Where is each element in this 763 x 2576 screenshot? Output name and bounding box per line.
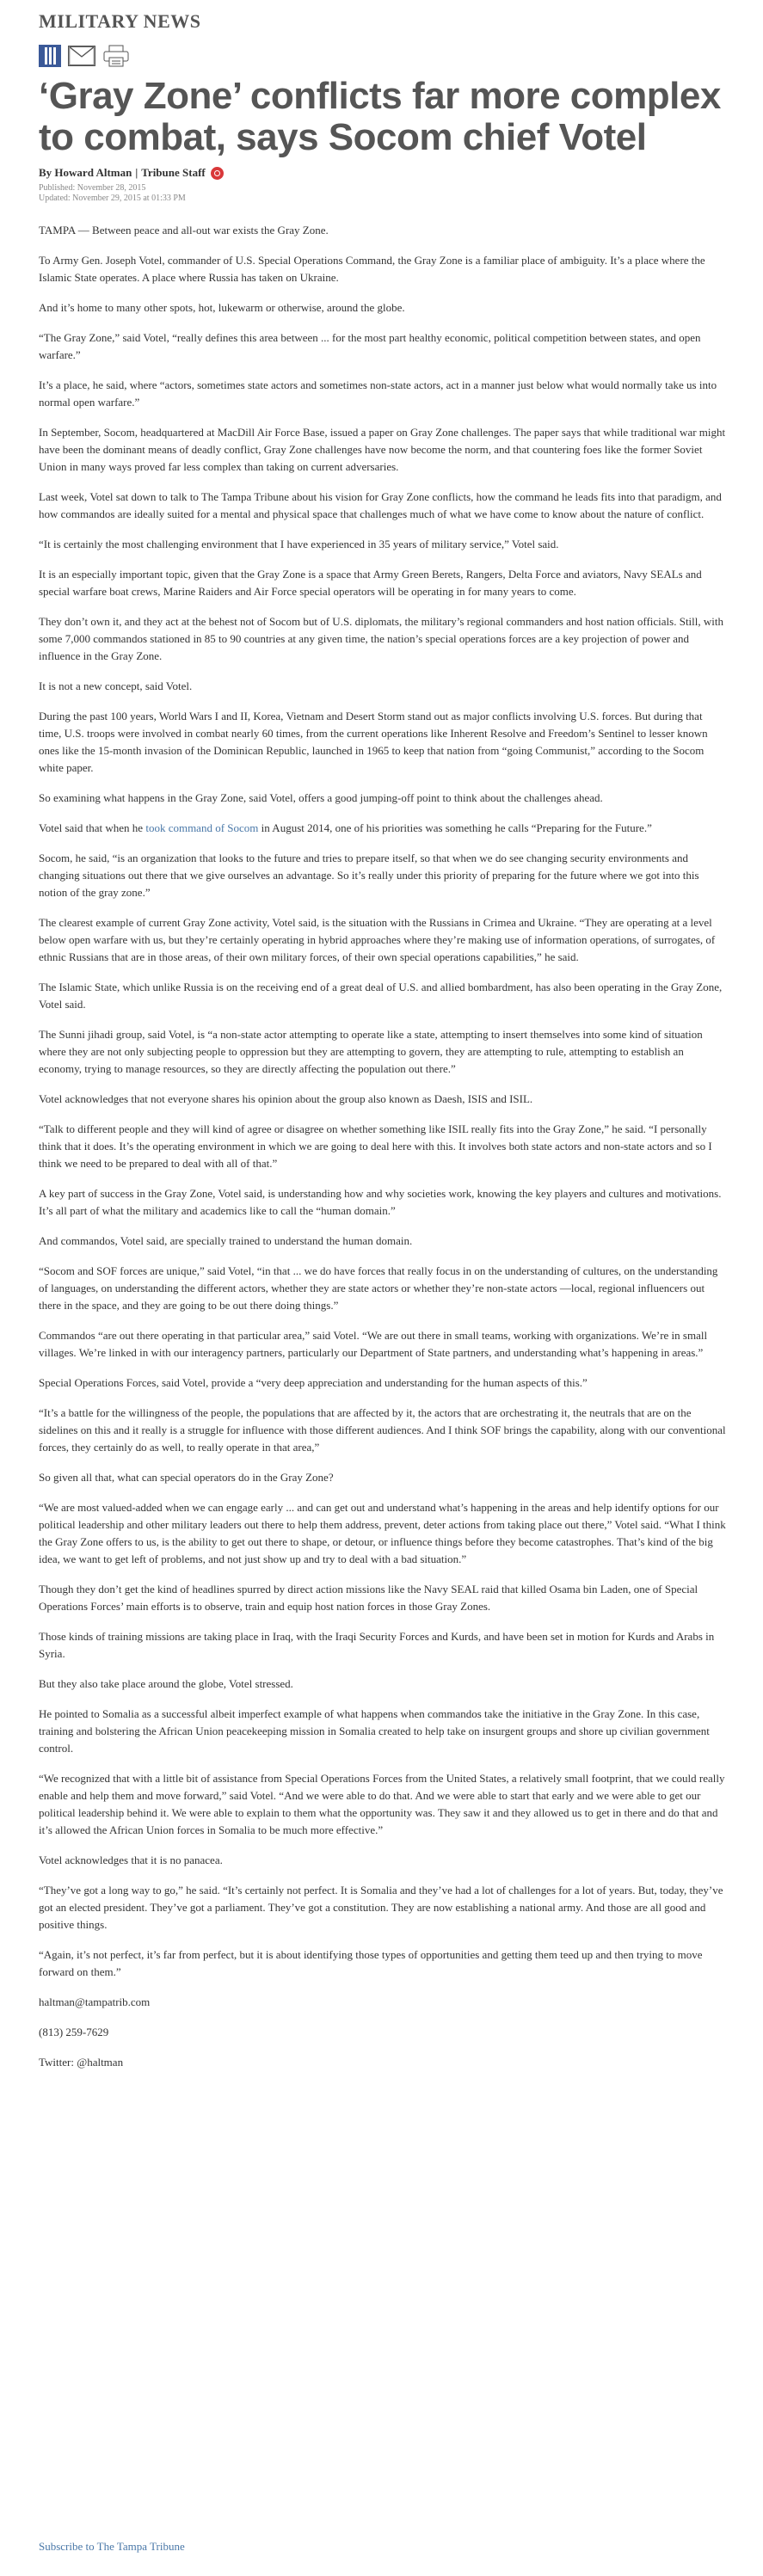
paragraph: Votel acknowledges that not everyone shares his opinion about the group also known as Daesh, ISIS and ISIL. bbox=[39, 1092, 533, 1105]
paragraph: Socom, he said, “is an organization that looks to the future and tries to prepare itself, so that when we do see changing security environments and changing situations out there that we give ourselves an advantage. So it’s really under this priority of preparing for the future where we got into this notion of the gray zone.” bbox=[39, 851, 699, 899]
subscribe-link[interactable]: Subscribe to The Tampa Tribune bbox=[39, 2540, 185, 2553]
paragraph: During the past 100 years, World Wars I and II, Korea, Vietnam and Desert Storm stand out as major conflicts involving U.S. forces. But during that time, U.S. troops were involved in combat nearly 60 times, from the current operations like Inherent Resolve and Freedom’s Sentinel to lesser known ones like the 15-month invasion of the Dominican Republic, launched in 1965 to keep that nation from “going Communist,” according to the Socom white paper. bbox=[39, 710, 708, 774]
paragraph: “Again, it’s not perfect, it’s far from perfect, but it is about identifying those types of opportunities and getting them teed up and then trying to move forward on them.” bbox=[39, 1948, 703, 1978]
paragraph-text: Votel said that when he bbox=[39, 821, 146, 834]
paragraph: They don’t own it, and they act at the behest not of Socom but of U.S. diplomats, the military’s regional commanders and host nation officials. Still, with some 7,000 commandos stationed in 85 to 90 countries at any given time, the nation’s special operations forces are a key projection of power and influence in the Gray Zone. bbox=[39, 615, 724, 662]
byline-author: By Howard Altman bbox=[39, 166, 132, 179]
paragraph: He pointed to Somalia as a successful albeit imperfect example of what happens when commandos take the initiative in the Gray Zone. In this case, training and bolstering the African Union peacekeeping mission in Somalia created to help take on insurgent groups and shore up civilian government control. bbox=[39, 1707, 710, 1755]
paragraph: Last week, Votel sat down to talk to The Tampa Tribune about his vision for Gray Zone conflicts, how the command he leads fits into that paradigm, and how commandos are ideally suited for a mental and physical space that challenges much of what we have come to know about the nature of conflict. bbox=[39, 490, 722, 520]
paragraph: It is not a new concept, said Votel. bbox=[39, 679, 193, 692]
paragraph: And it’s home to many other spots, hot, lukewarm or otherwise, around the globe. bbox=[39, 301, 405, 314]
updated-date: Updated: November 29, 2015 at 01:33 PM bbox=[39, 194, 186, 203]
article-body bbox=[39, 222, 727, 2084]
paragraph: In September, Socom, headquartered at MacDill Air Force Base, issued a paper on Gray Zone challenges. The paper says that while traditional war might have been the dominant means of deadly conflict, Gray Zone challenges have now become the norm, and that countering foes like the former Soviet Union in many ways proved far less complex than taking on current adversaries. bbox=[39, 426, 726, 473]
paragraph: Though they don’t get the kind of headlines spurred by direct action missions like the Navy SEAL raid that killed Osama bin Laden, one of Special Operations Forces’ main efforts is to observe, train and equip host nation forces in those Gray Zones. bbox=[39, 1583, 698, 1613]
contact-phone: (813) 259-7629 bbox=[39, 2026, 109, 2038]
headline: ‘Gray Zone’ conflicts far more complex to combat, says Socom chief Votel bbox=[39, 75, 721, 158]
contact-twitter[interactable]: Twitter: @haltman bbox=[39, 2056, 124, 2069]
paragraph: “They’ve got a long way to go,” he said. “It’s certainly not perfect. It is Somalia and they’ve had a lot of challenges for a lot of years. But, today, they’ve got an elected president. They’ve got a parliament. They’ve got a constitution. They are now establishing a national army. And those are all good and positive things. bbox=[39, 1884, 723, 1931]
paragraph: The Sunni jihadi group, said Votel, is “a non-state actor attempting to operate like a state, attempting to insert themselves into some kind of situation where they are not only subjecting people to oppression but they are attempting to govern, they are attempting to rule, attempting to establish an economy, trying to manage resources, so they are directly affecting the population out there.” bbox=[39, 1028, 703, 1075]
article-dates bbox=[39, 183, 186, 204]
paragraph: “It’s a battle for the willingness of the people, the populations that are affected by it, the actors that are orchestrating it, the neutrals that are on the sidelines on this and it really is a struggle for influence with those different audiences. And I think SOF brings the capability, along with our conventional forces, they certainly do as well, to really operate in that area,” bbox=[39, 1406, 726, 1454]
byline bbox=[39, 166, 224, 180]
section-title: MILITARY NEWS bbox=[39, 10, 201, 32]
paragraph: So examining what happens in the Gray Zone, said Votel, offers a good jumping-off point to think about the challenges ahead. bbox=[39, 791, 603, 804]
paragraph: It is an especially important topic, given that the Gray Zone is a space that Army Green Berets, Rangers, Delta Force and aviators, Navy SEALs and special warfare boat crews, Marine Raiders and Air Force special operators will be operating in for many years to come. bbox=[39, 568, 702, 598]
paragraph: “Talk to different people and they will kind of agree or disagree on whether something like ISIL really fits into the Gray Zone,” he said. “I personally think that it does. It’s the operating environment in which we are going to deal here with this. It involves both state actors and non-state actors and so I think we need to be prepared to deal with all of that.” bbox=[39, 1122, 712, 1170]
byline-outlet: Tribune Staff bbox=[141, 166, 206, 179]
paragraph: The Islamic State, which unlike Russia is on the receiving end of a great deal of U.S. and allied bombardment, has also been operating in the Gray Zone, Votel said. bbox=[39, 981, 723, 1011]
paragraph: The clearest example of current Gray Zone activity, Votel said, is the situation with the Russians in Crimea and Ukraine. “They are operating at a level below open warfare with us, but they’re certainly operating in hybrid approaches where they’re making use of information operations, of surrogates, of ethnic Russians that are in those areas, of their own military forces, of their own special operations capabilities,” he said. bbox=[39, 916, 716, 963]
paragraph: So given all that, what can special operators do in the Gray Zone? bbox=[39, 1471, 334, 1484]
paragraph-with-link bbox=[39, 820, 727, 837]
paragraph: “It is certainly the most challenging environment that I have experienced in 35 years of military service,” Votel said. bbox=[39, 538, 559, 550]
paragraph: Commandos “are out there operating in that particular area,” said Votel. “We are out there in small teams, working with organizations. We’re in small villages. We’re linked in with our interagency partners, particularly our Department of State partners, and understanding what’s happening in areas.” bbox=[39, 1329, 708, 1359]
print-icon[interactable] bbox=[102, 45, 130, 67]
paragraph: Votel acknowledges that it is no panacea. bbox=[39, 1854, 223, 1866]
paragraph: Special Operations Forces, said Votel, provide a “very deep appreciation and understanding for the human aspects of this.” bbox=[39, 1376, 588, 1389]
paragraph: “Socom and SOF forces are unique,” said Votel, “in that ... we do have forces that really focus in on the understanding of cultures, on the understanding of languages, on understanding the different actors, whether they are state actors or whether they’re non-state actors —local, regional influencers out there in the space, and they are going to be out there doing things.” bbox=[39, 1264, 718, 1312]
facebook-icon[interactable] bbox=[39, 45, 61, 67]
paragraph: “We are most valued-added when we can engage early ... and can get out and understand what’s happening in the areas and help identify options for our political leadership and other military leaders out there to help them address, prevent, deter actions from taking place out there,” Votel said. “What I think the Gray Zone offers to us, is the ability to get out there to shape, or detour, or influence things before they become catastrophes. That’s kind of the big idea, we want to get left of problems, and not just show up and try to deal with a bad situation.” bbox=[39, 1501, 726, 1565]
paragraph: TAMPA — Between peace and all-out war exists the Gray Zone. bbox=[39, 224, 329, 237]
contact-email[interactable]: haltman@tampatrib.com bbox=[39, 1995, 151, 2008]
paragraph: It’s a place, he said, where “actors, sometimes state actors and sometimes non-state actors, act in a manner just below what would normally take us into normal open warfare.” bbox=[39, 378, 717, 409]
paragraph-text: in August 2014, one of his priorities was something he calls “Preparing for the Future.” bbox=[258, 821, 652, 834]
paragraph: To Army Gen. Joseph Votel, commander of U.S. Special Operations Command, the Gray Zone is a familiar place of ambiguity. It’s a place where the Islamic State operates. A place where Russia has taken on Ukraine. bbox=[39, 254, 705, 284]
paragraph: And commandos, Votel said, are specially trained to understand the human domain. bbox=[39, 1234, 413, 1247]
paragraph: Those kinds of training missions are taking place in Iraq, with the Iraqi Security Forces and Kurds, and have been set in motion for Kurds and Arabs in Syria. bbox=[39, 1630, 715, 1660]
command-link[interactable]: took command of Socom bbox=[145, 821, 259, 834]
email-icon[interactable] bbox=[68, 46, 95, 66]
paragraph: “The Gray Zone,” said Votel, “really defines this area between ... for the most part healthy economic, political competition between states, and open warfare.” bbox=[39, 331, 701, 361]
byline-separator: | bbox=[135, 166, 138, 179]
paragraph: “We recognized that with a little bit of assistance from Special Operations Forces from the United States, a relatively small footprint, that we could really enable and help them and move forward,” said Votel. “And we were able to do that. And we were able to start that early and we were able to get our political leadership behind it. We were able to explain to them what the opportunity was. They saw it and they allowed us to get in there and do that and it’s allowed the African Union forces in Somalia to be much more effective.” bbox=[39, 1772, 725, 1836]
published-date: Published: November 28, 2015 bbox=[39, 183, 146, 193]
author-profile-icon[interactable] bbox=[211, 167, 224, 180]
paragraph: But they also take place around the globe, Votel stressed. bbox=[39, 1677, 293, 1690]
paragraph: A key part of success in the Gray Zone, Votel said, is understanding how and why societies work, knowing the key players and cultures and motivations. It’s all part of what the military and academics like to call the “human domain.” bbox=[39, 1187, 722, 1217]
share-bar bbox=[39, 45, 130, 67]
